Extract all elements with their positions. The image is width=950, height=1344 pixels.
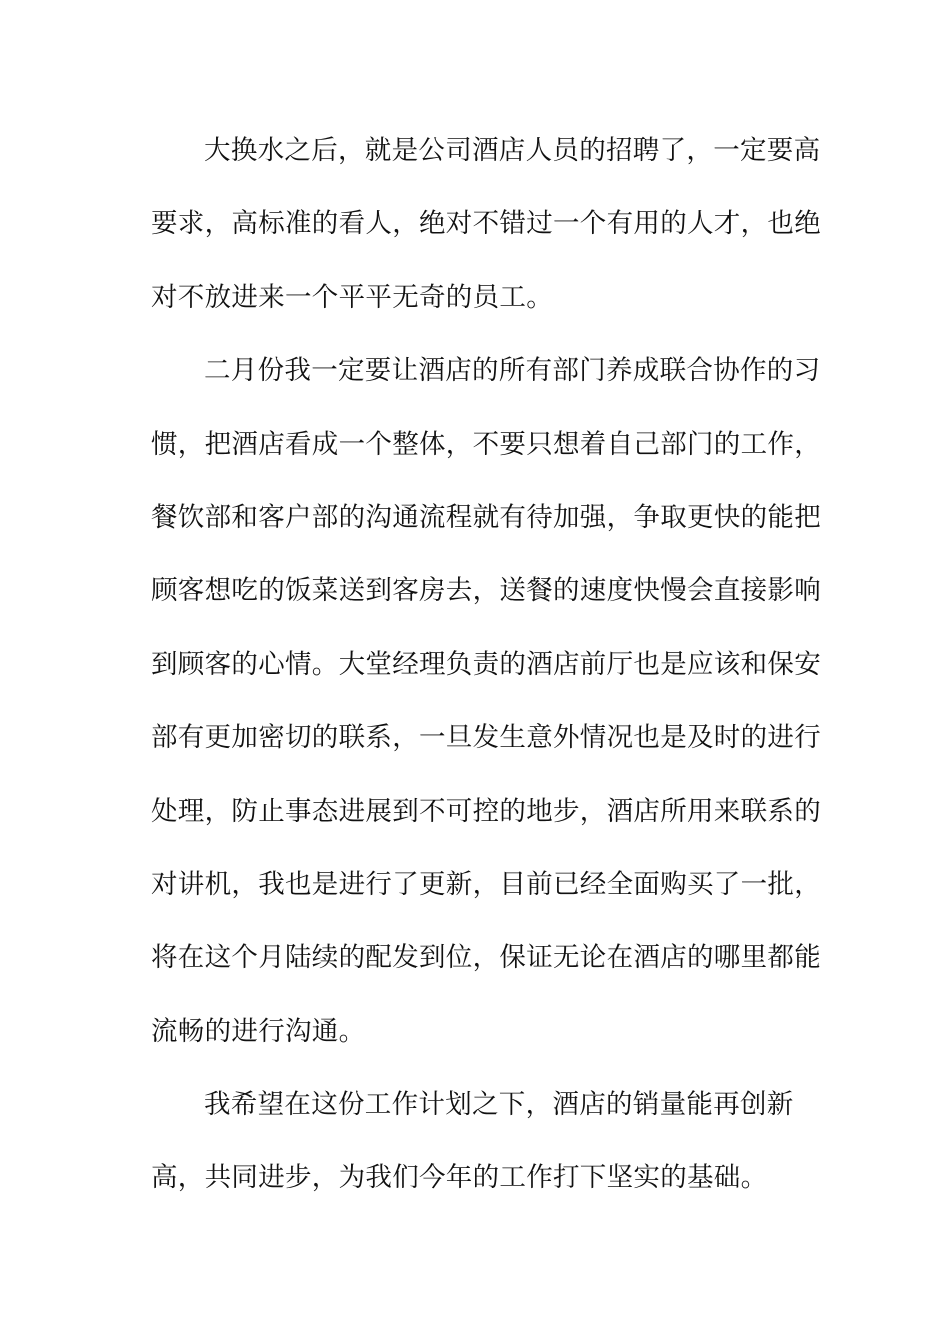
paragraph-line: 高，共同进步，为我们今年的工作打下坚实的基础。 (151, 1162, 768, 1194)
paragraph-line: 餐饮部和客户部的沟通流程就有待加强，争取更快的能把 (151, 501, 821, 533)
paragraph-line: 将在这个月陆续的配发到位，保证无论在酒店的哪里都能 (151, 942, 821, 974)
paragraph-conclusion (151, 1076, 794, 1223)
paragraph-line: 惯，把酒店看成一个整体，不要只想着自己部门的工作， (151, 428, 821, 460)
paragraph-recruitment (151, 122, 821, 342)
document-body (151, 122, 821, 1223)
paragraph-line: 二月份我一定要让酒店的所有部门养成联合协作的习 (204, 355, 821, 387)
paragraph-department-cooperation (151, 342, 821, 1076)
paragraph-line: 我希望在这份工作计划之下，酒店的销量能再创新 (204, 1089, 794, 1121)
paragraph-line: 到顾客的心情。大堂经理负责的酒店前厅也是应该和保安 (151, 648, 821, 680)
paragraph-line: 对不放进来一个平平无奇的员工。 (151, 281, 553, 313)
paragraph-line: 要求，高标准的看人，绝对不错过一个有用的人才，也绝 (151, 208, 821, 240)
paragraph-line: 流畅的进行沟通。 (151, 1015, 366, 1047)
paragraph-line: 大换水之后，就是公司酒店人员的招聘了，一定要高 (204, 135, 821, 166)
paragraph-line: 对讲机，我也是进行了更新，目前已经全面购买了一批， (151, 868, 821, 900)
paragraph-line: 部有更加密切的联系，一旦发生意外情况也是及时的进行 (151, 722, 821, 754)
paragraph-line: 处理，防止事态进展到不可控的地步，酒店所用来联系的 (151, 795, 821, 827)
paragraph-line: 顾客想吃的饭菜送到客房去，送餐的速度快慢会直接影响 (151, 575, 821, 607)
